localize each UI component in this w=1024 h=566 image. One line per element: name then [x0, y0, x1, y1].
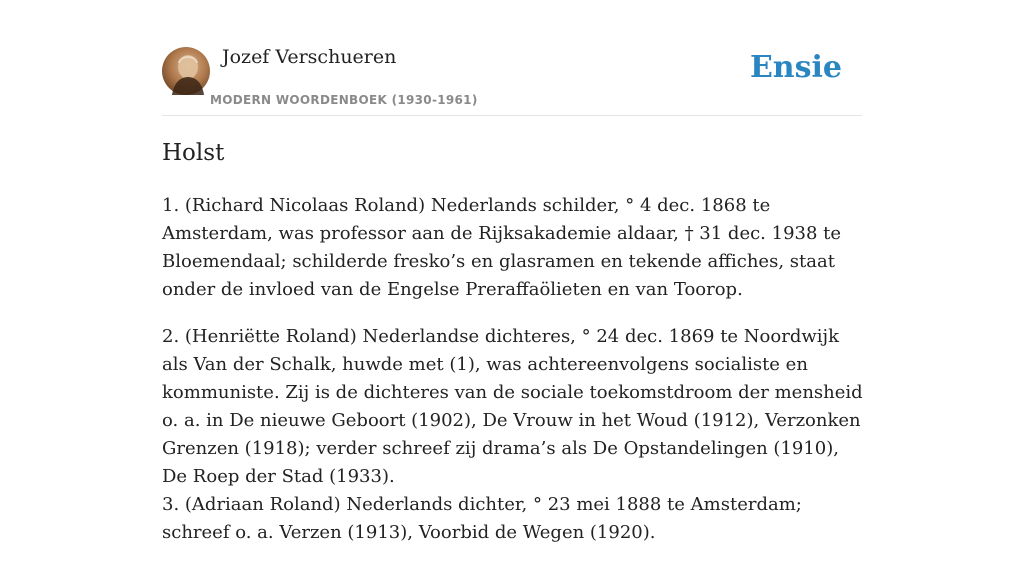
source-label[interactable]: MODERN WOORDENBOEK (1930-1961): [210, 93, 478, 107]
entry-paragraph-1: 1. (Richard Nicolaas Roland) Nederlands schilder, ° 4 dec. 1868 te Amsterdam, was professor aan de Rijksakademie aldaar, † 31 dec. 1938 te Bloemendaal; schilderde fresko’s en glasramen en tekende affiches, staat onder de invloed van de Engelse Preraffaölieten en van Toorop.: [162, 195, 842, 300]
entry-title: Holst: [162, 140, 225, 166]
entry-paragraph-3: 3. (Adriaan Roland) Nederlands dichter, ° 23 mei 1888 te Amsterdam; schreef o. a. Verzen (1913), Voorbid de Wegen (1920).: [162, 494, 802, 543]
author-name[interactable]: Jozef Verschueren: [222, 46, 397, 68]
brand-logo[interactable]: Ensie: [749, 50, 842, 85]
author-avatar[interactable]: [162, 47, 210, 95]
entry-content: [162, 192, 868, 566]
entry-paragraph-2: 2. (Henriëtte Roland) Nederlandse dichteres, ° 24 dec. 1869 te Noordwijk als Van der Schalk, huwde met (1), was achtereenvolgens socialiste en kommuniste. Zij is de dichteres van de sociale toekomstdroom der mensheid o. a. in De nieuwe Geboort (1902), De Vrouw in het Woud (1912), Verzonken Grenzen (1918); verder schreef zij drama’s als De Opstandelingen (1910), De Roep der Stad (1933).: [162, 326, 863, 487]
author-portrait-icon: [162, 47, 210, 95]
header: [162, 0, 862, 116]
